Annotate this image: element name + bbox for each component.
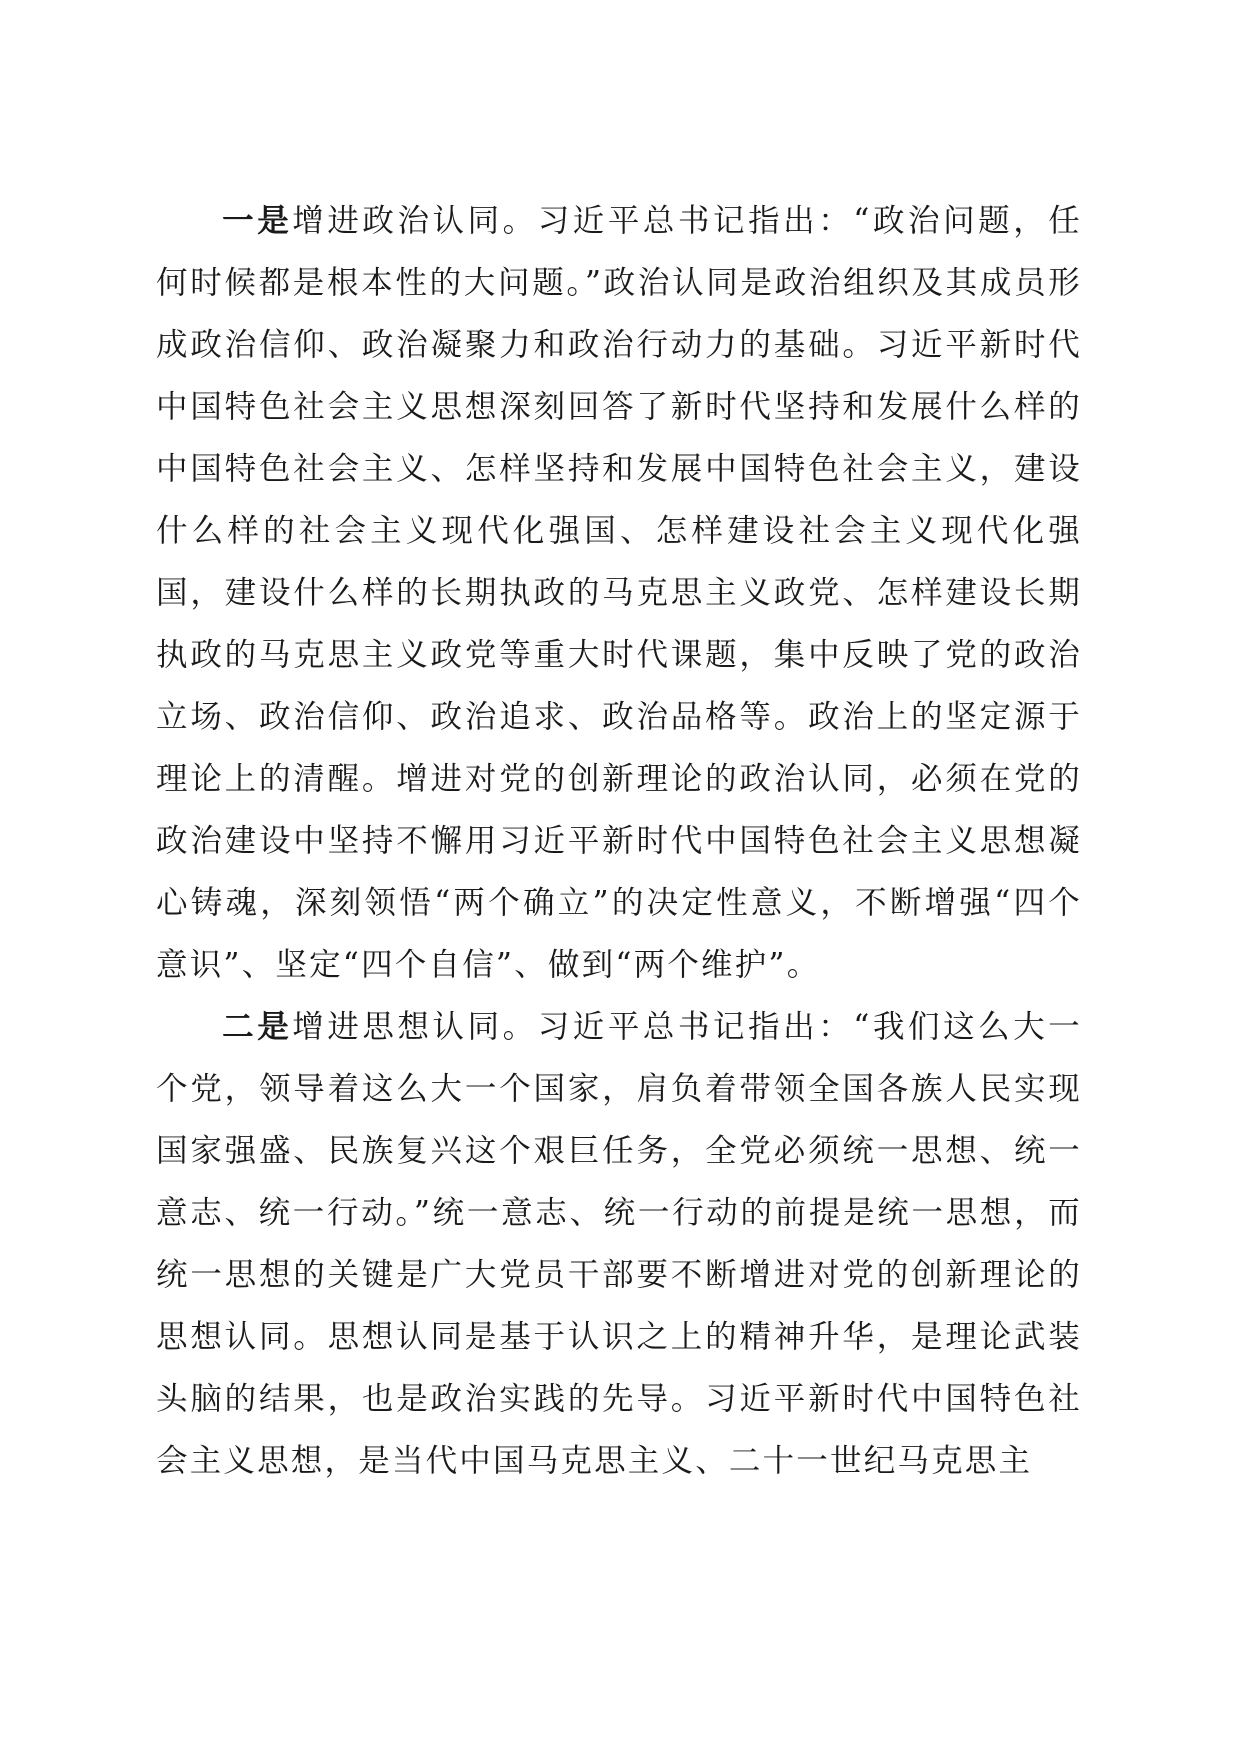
paragraph-lead: 一是: [222, 203, 293, 239]
paragraph-ideological-identity: [156, 996, 1082, 1492]
document-body: [156, 190, 1082, 1492]
paragraph-political-identity: [156, 190, 1082, 996]
paragraph-text: 增进思想认同。习近平总书记指出：“我们这么大一个党，领导着这么大一个国家，肩负着带领全国各族人民实现国家强盛、民族复兴这个艰巨任务，全党必须统一思想、统一意志、统一行动。”统一意志、统一行动的前提是统一思想，而统一思想的关键是广大党员干部要不断增进对党的创新理论的思想认同。思想认同是基于认识之上的精神升华，是理论武装头脑的结果，也是政治实践的先导。习近平新时代中国特色社会主义思想，是当代中国马克思主义、二十一世纪马克思主: [156, 1009, 1082, 1479]
paragraph-lead: 二是: [222, 1009, 293, 1045]
paragraph-text: 增进政治认同。习近平总书记指出：“政治问题，任何时候都是根本性的大问题。”政治认同是政治组织及其成员形成政治信仰、政治凝聚力和政治行动力的基础。习近平新时代中国特色社会主义思想深刻回答了新时代坚持和发展什么样的中国特色社会主义、怎样坚持和发展中国特色社会主义，建设什么样的社会主义现代化强国、怎样建设社会主义现代化强国，建设什么样的长期执政的马克思主义政党、怎样建设长期执政的马克思主义政党等重大时代课题，集中反映了党的政治立场、政治信仰、政治追求、政治品格等。政治上的坚定源于理论上的清醒。增进对党的创新理论的政治认同，必须在党的政治建设中坚持不懈用习近平新时代中国特色社会主义思想凝心铸魂，深刻领悟“两个确立”的决定性意义，不断增强“四个意识”、坚定“四个自信”、做到“两个维护”。: [156, 203, 1082, 983]
